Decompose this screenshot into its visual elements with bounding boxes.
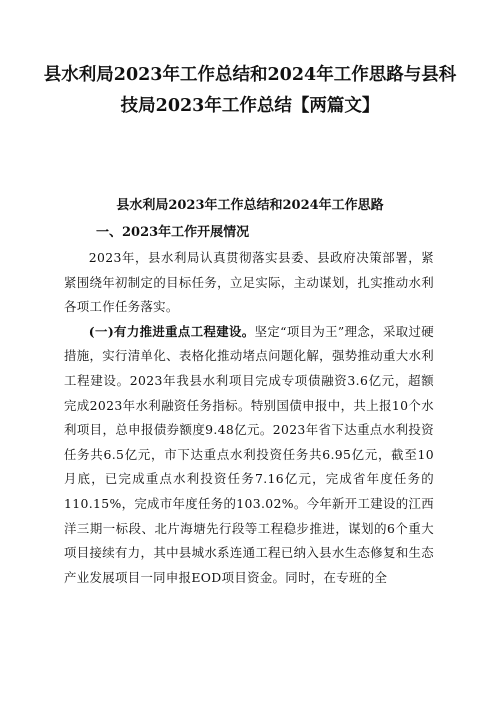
document-body [64,246,434,590]
heading-work-progress: 一、2023年工作开展情况 [96,225,250,240]
section-title: 县水利局2023年工作总结和2024年工作思路 [116,198,384,213]
paragraph-key-projects [64,320,434,591]
paragraph-lead: (一)有力推进重点工程建设。 [88,323,255,339]
paragraph-intro: 2023年，县水利局认真贯彻落实县委、县政府决策部署，紧紧围绕年初制定的目标任务，立足实际，主动谋划，扎实推动水利各项工作任务落实。 [64,250,434,315]
document-title: 县水利局2023年工作总结和2024年工作思路与县科技局2023年工作总结【两篇文】 [43,65,457,116]
paragraph-text: 坚定“项目为王”理念，采取过硬措施，实行清单化、表格化推动堵点问题化解，强势推动重大水利工程建设。2023年我县水利项目完成专项债融资3.6亿元，超额完成2023年水利融资任务指标。特别国债申报中，共上报10个水利项目，总申报债券额度9.48亿元。2023年省下达重点水利投资任务共6.5亿元，市下达重点水利投资任务共6.95亿元，截至10月底，已完成重点水利投资任务7.16亿元，完成省年度任务的110.15%，完成市年度任务的103.02%。今年新开工建设的江西洋三期一标段、北片海塘先行段等工程稳步推进，谋划的6个重大项目接续有力，其中县城水系连通工程已纳入县水生态修复和生态产业发展项目一同申报EOD项目资金。同时，在专班的全 [64,323,435,585]
